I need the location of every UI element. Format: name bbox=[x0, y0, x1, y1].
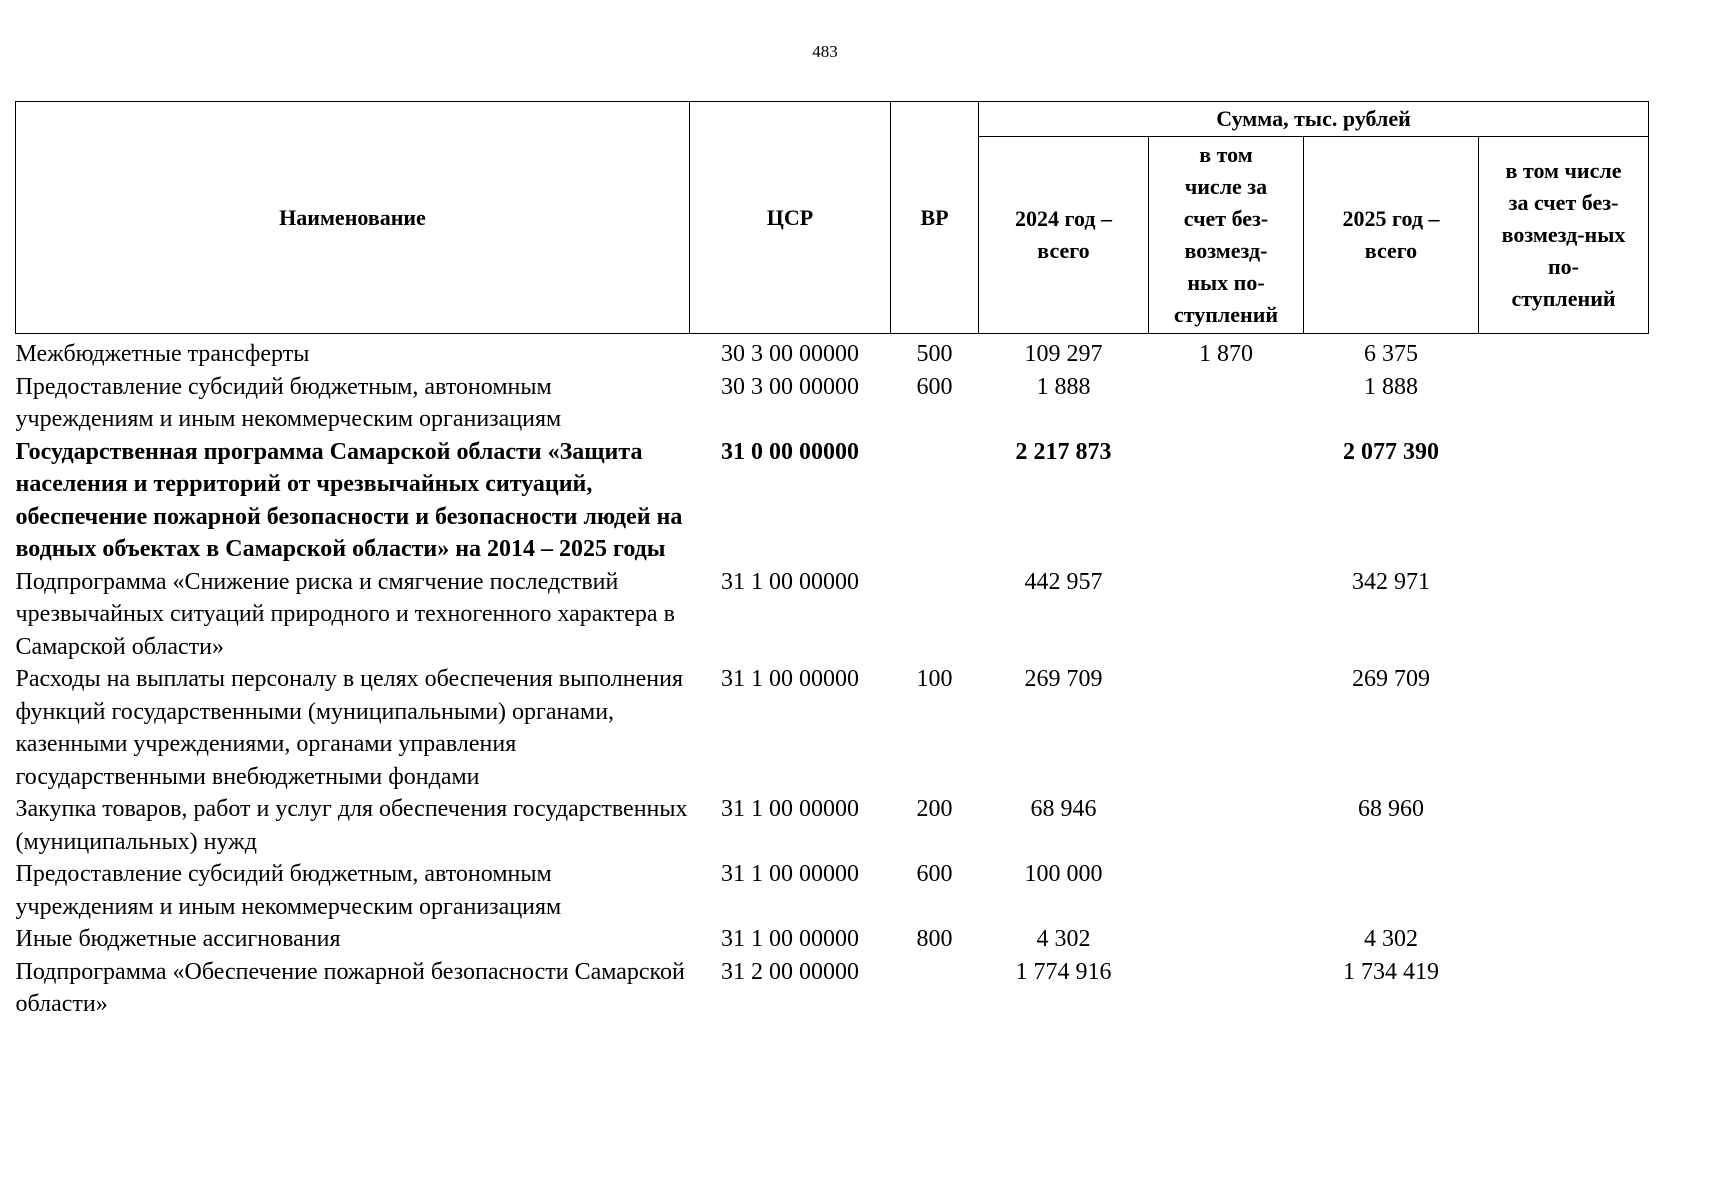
row-2024-total: 4 302 bbox=[1036, 926, 1091, 952]
row-2025-grants bbox=[1479, 436, 1649, 566]
row-name: Предоставление субсидий бюджетным, автономным учреждениям и иным некоммерческим организациям bbox=[15, 861, 562, 920]
row-2025-grants bbox=[1479, 663, 1649, 793]
row-2025-total: 6 375 bbox=[1364, 341, 1418, 367]
table-row bbox=[16, 793, 1649, 858]
table-body bbox=[16, 334, 1649, 1021]
table-row bbox=[16, 663, 1649, 793]
row-2025-total: 2 077 390 bbox=[1343, 438, 1439, 465]
budget-table bbox=[15, 101, 1649, 1021]
row-csr: 31 1 00 00000 bbox=[721, 926, 859, 952]
row-vr: 200 bbox=[916, 796, 953, 822]
row-2025-grants bbox=[1479, 371, 1649, 436]
row-vr bbox=[891, 436, 979, 566]
table-row bbox=[16, 334, 1649, 371]
row-2024-grants bbox=[1149, 663, 1304, 793]
row-vr: 600 bbox=[916, 373, 953, 400]
row-name: Подпрограмма «Обеспечение пожарной безопасности Самарской области» bbox=[15, 958, 685, 1017]
row-2024-grants bbox=[1149, 436, 1304, 566]
row-2025-total: 68 960 bbox=[1358, 796, 1424, 822]
header-vr: ВР bbox=[891, 102, 979, 334]
row-name: Подпрограмма «Снижение риска и смягчение последствий чрезвычайных ситуаций природного и техногенного характера в Самарской области» bbox=[15, 568, 675, 660]
table-row bbox=[16, 923, 1649, 956]
row-vr: 600 bbox=[916, 861, 953, 887]
row-vr bbox=[891, 956, 979, 1021]
row-2025-total: 342 971 bbox=[1352, 568, 1430, 595]
row-csr: 31 0 00 00000 bbox=[721, 438, 859, 465]
page-number: 483 bbox=[812, 42, 838, 61]
table-row bbox=[16, 566, 1649, 664]
row-name: Государственная программа Самарской области «Защита населения и территорий от чрезвычайных ситуаций, обеспечение пожарной безопасности и безопасности людей на водных объектах в Самарской области» на 2014 – 2025 годы bbox=[15, 438, 683, 562]
header-2025-total: 2025 год – всего bbox=[1304, 137, 1479, 334]
row-2024-total: 2 217 873 bbox=[1015, 438, 1112, 465]
row-2024-grants bbox=[1149, 858, 1304, 923]
header-2025-grants: в том числе за счет без-возмезд-ных по-ступлений bbox=[1479, 137, 1649, 334]
row-2024-grants bbox=[1149, 566, 1304, 664]
row-csr: 31 1 00 00000 bbox=[721, 796, 859, 822]
header-2024-total: 2024 год – всего bbox=[979, 137, 1149, 334]
row-csr: 31 2 00 00000 bbox=[721, 958, 859, 985]
row-2025-grants bbox=[1479, 858, 1649, 923]
row-2024-grants: 1 870 bbox=[1199, 341, 1253, 367]
row-name: Расходы на выплаты персоналу в целях обеспечения выполнения функций государственными (муниципальными) органами, казенными учреждениями, органами управления государственными внебюджетными фондами bbox=[15, 666, 683, 790]
table-row bbox=[16, 436, 1649, 566]
row-2024-total: 442 957 bbox=[1024, 568, 1103, 595]
header-sum-group: Сумма, тыс. рублей bbox=[979, 102, 1649, 137]
row-2025-total: 1 888 bbox=[1364, 373, 1418, 400]
row-csr: 30 3 00 00000 bbox=[721, 373, 859, 400]
row-2024-grants bbox=[1149, 956, 1304, 1021]
row-2025-grants bbox=[1479, 334, 1649, 371]
row-2024-grants bbox=[1149, 371, 1304, 436]
row-2024-total: 68 946 bbox=[1030, 796, 1097, 822]
row-vr: 100 bbox=[916, 666, 953, 692]
row-2025-total bbox=[1304, 858, 1479, 923]
row-name: Предоставление субсидий бюджетным, автономным учреждениям и иным некоммерческим организациям bbox=[15, 373, 562, 432]
row-vr bbox=[891, 566, 979, 664]
row-2025-grants bbox=[1479, 923, 1649, 956]
row-csr: 31 1 00 00000 bbox=[721, 666, 859, 692]
row-2025-total: 1 734 419 bbox=[1343, 958, 1439, 985]
row-2024-total: 100 000 bbox=[1024, 861, 1103, 887]
table-row bbox=[16, 371, 1649, 436]
table-row bbox=[16, 858, 1649, 923]
row-name: Иные бюджетные ассигнования bbox=[15, 926, 341, 952]
row-name: Закупка товаров, работ и услуг для обеспечения государственных (муниципальных) нужд bbox=[15, 796, 688, 855]
row-vr: 800 bbox=[916, 926, 953, 952]
row-csr: 30 3 00 00000 bbox=[721, 341, 859, 367]
row-2025-grants bbox=[1479, 956, 1649, 1021]
row-2024-total: 1 774 916 bbox=[1015, 958, 1112, 985]
row-csr: 31 1 00 00000 bbox=[721, 568, 859, 595]
row-2024-total: 1 888 bbox=[1036, 373, 1091, 400]
row-csr: 31 1 00 00000 bbox=[721, 861, 859, 887]
table-row bbox=[16, 956, 1649, 1021]
row-2025-grants bbox=[1479, 566, 1649, 664]
header-name: Наименование bbox=[16, 102, 690, 334]
row-2025-total: 4 302 bbox=[1364, 926, 1418, 952]
row-2025-grants bbox=[1479, 793, 1649, 858]
header-csr: ЦСР bbox=[690, 102, 891, 334]
row-2024-total: 109 297 bbox=[1024, 341, 1103, 367]
header-2024-grants: в том числе за счет без-возмезд-ных по-ступлений bbox=[1149, 137, 1304, 334]
row-2025-total: 269 709 bbox=[1352, 666, 1430, 692]
row-name: Межбюджетные трансферты bbox=[15, 341, 310, 367]
row-2024-total: 269 709 bbox=[1024, 666, 1103, 692]
row-2024-grants bbox=[1149, 793, 1304, 858]
row-vr: 500 bbox=[916, 341, 953, 367]
row-2024-grants bbox=[1149, 923, 1304, 956]
